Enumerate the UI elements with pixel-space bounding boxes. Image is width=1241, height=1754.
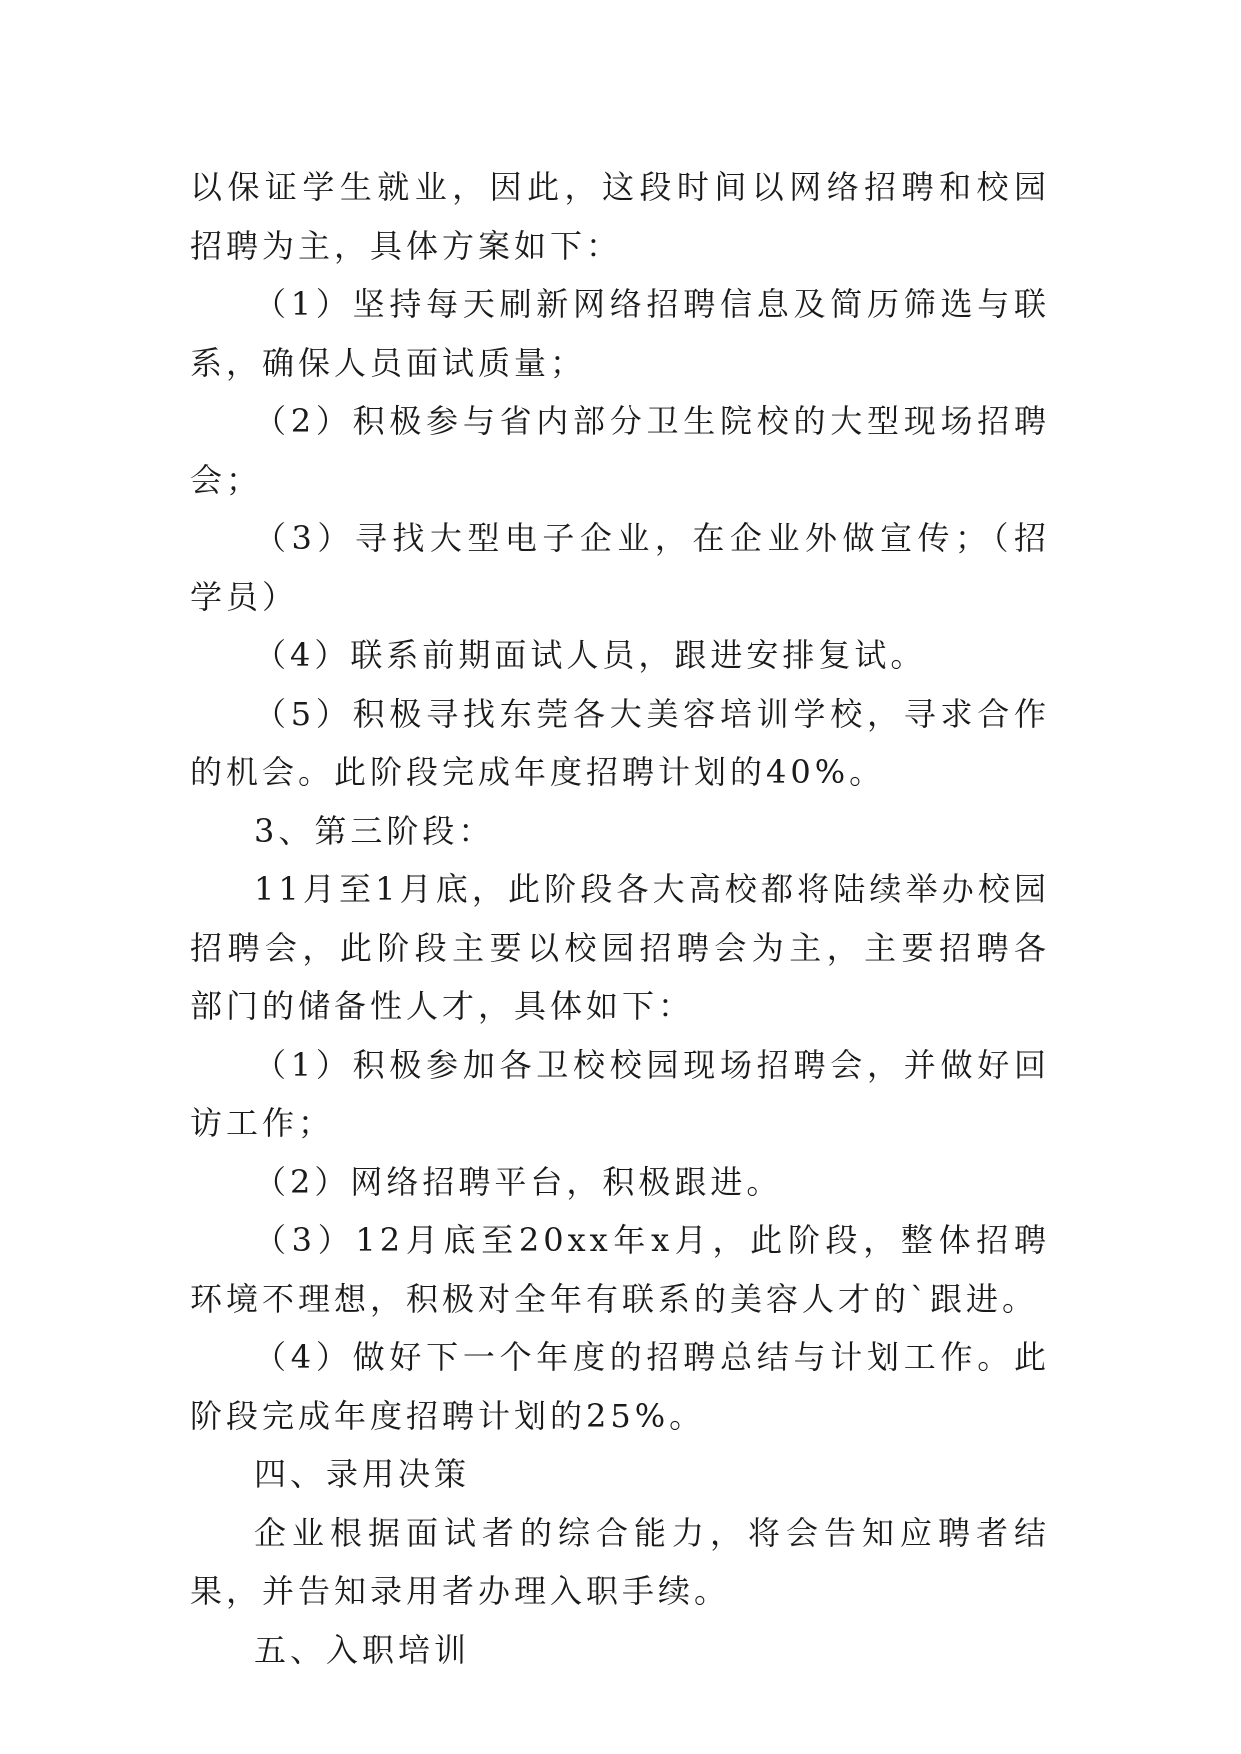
document-body [190, 158, 1050, 1679]
list-item-1: （1）坚持每天刷新网络招聘信息及简历筛选与联系，确保人员面试质量； [190, 285, 1050, 382]
section-heading-onboarding: 五、入职培训 [254, 1630, 471, 1669]
list-item-stage3-3: （3）12月底至20xx年x月，此阶段，整体招聘环境不理想，积极对全年有联系的美容人才的`跟进。 [190, 1221, 1050, 1318]
list-item-stage3-2: （2）网络招聘平台，积极跟进。 [254, 1162, 783, 1201]
paragraph-hiring-decision: 企业根据面试者的综合能力，将会告知应聘者结果，并告知录用者办理入职手续。 [190, 1513, 1050, 1610]
list-item-2: （2）积极参与省内部分卫生院校的大型现场招聘会； [190, 402, 1050, 499]
paragraph-intro: 以保证学生就业，因此，这段时间以网络招聘和校园招聘为主，具体方案如下： [190, 168, 1050, 265]
list-item-3: （3）寻找大型电子企业，在企业外做宣传；（招学员） [190, 519, 1050, 616]
list-item-stage3-1: （1）积极参加各卫校校园现场招聘会，并做好回访工作； [190, 1045, 1050, 1142]
list-item-4: （4）联系前期面试人员，跟进安排复试。 [254, 636, 927, 674]
list-item-stage3-4: （4）做好下一个年度的招聘总结与计划工作。此阶段完成年度招聘计划的25%。 [190, 1338, 1050, 1435]
paragraph-stage-3-intro: 11月至1月底，此阶段各大高校都将陆续举办校园招聘会，此阶段主要以校园招聘会为主，主要招聘各部门的储备性人才，具体如下： [190, 870, 1050, 1025]
list-item-5: （5）积极寻找东莞各大美容培训学校，寻求合作的机会。此阶段完成年度招聘计划的40%。 [190, 694, 1050, 791]
section-heading-hiring-decision: 四、录用决策 [254, 1455, 471, 1493]
section-heading-stage-3: 3、第三阶段： [254, 811, 495, 850]
